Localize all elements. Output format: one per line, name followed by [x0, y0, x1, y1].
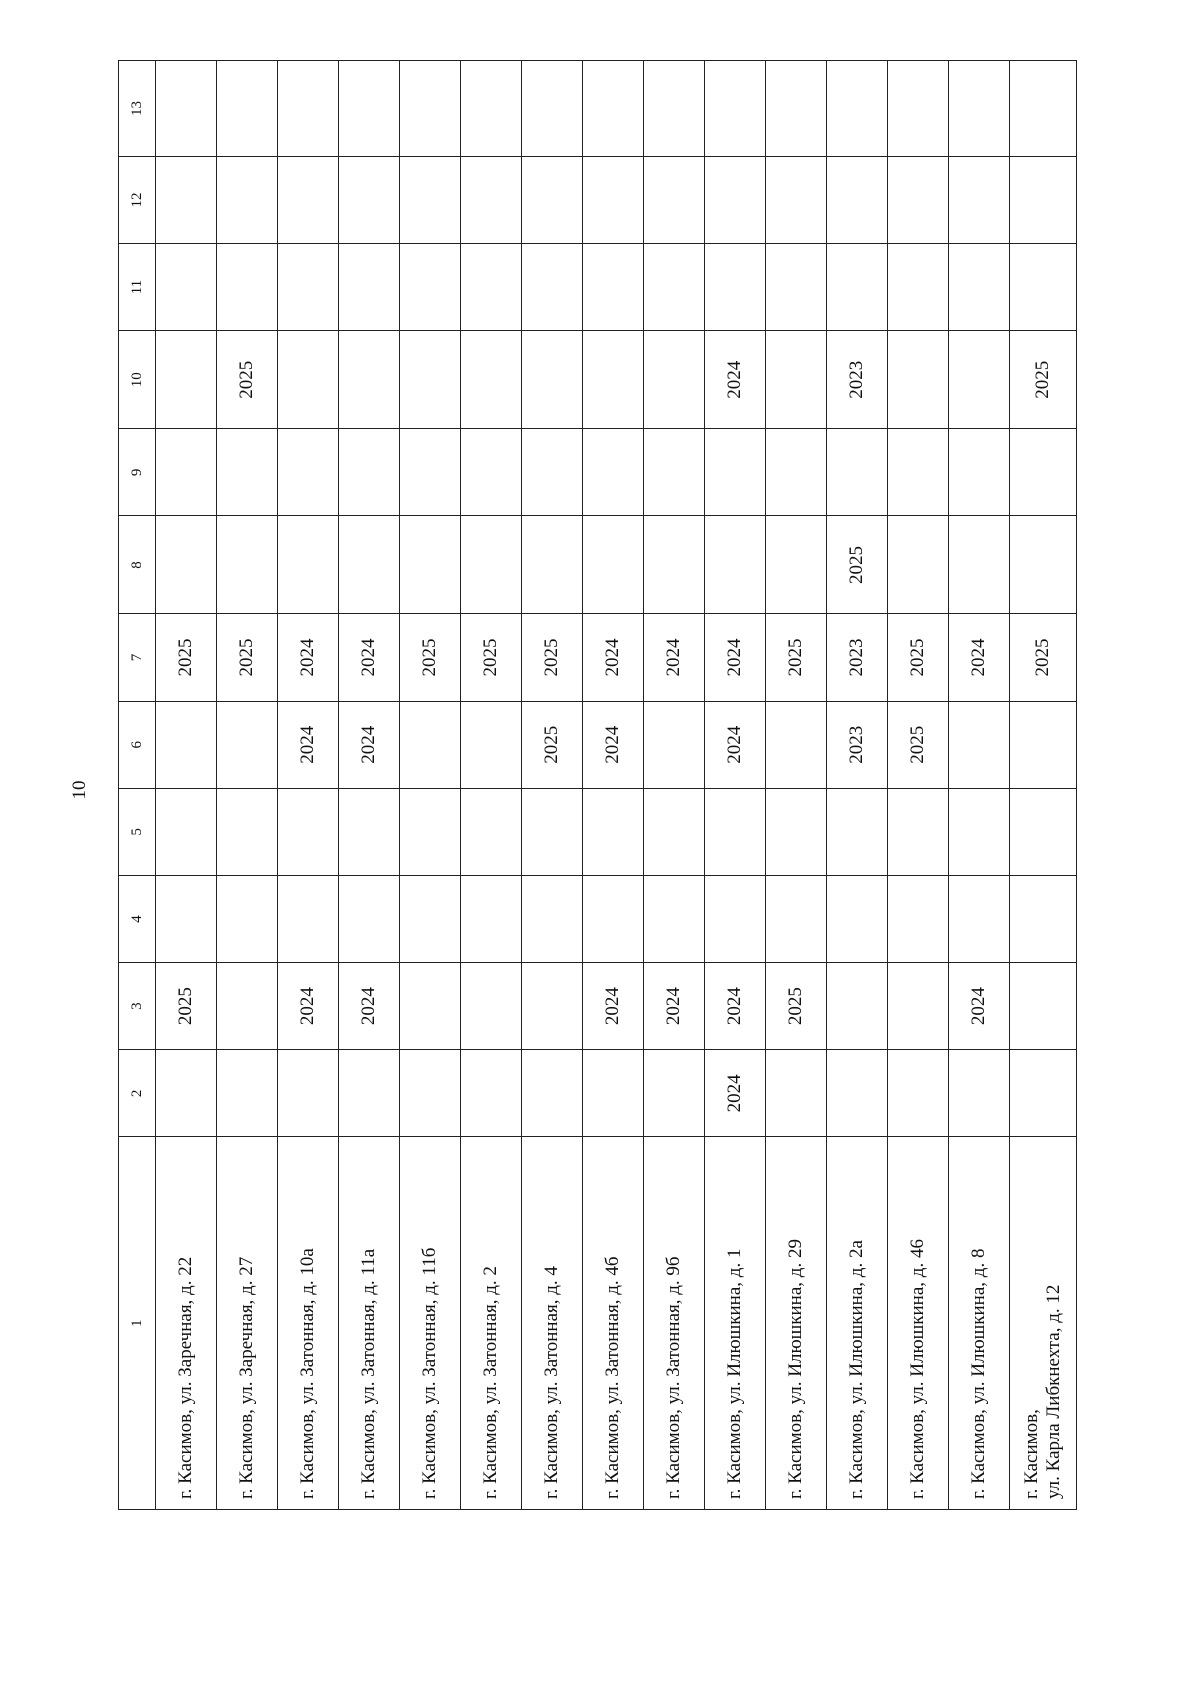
- header-cell: 1: [119, 1137, 156, 1510]
- year-cell: 2024: [583, 614, 644, 701]
- year-cell: [278, 788, 339, 875]
- year-cell: [217, 701, 278, 788]
- year-cell: [339, 244, 400, 331]
- year-cell: [888, 244, 949, 331]
- year-cell: [888, 1050, 949, 1137]
- year-cell: [1010, 701, 1077, 788]
- year-cell: [461, 429, 522, 516]
- year-cell: [156, 429, 217, 516]
- year-cell: [156, 331, 217, 429]
- table-row: [1010, 61, 1077, 1510]
- table-row: [461, 61, 522, 1510]
- year-cell: [156, 516, 217, 614]
- year-cell: [217, 61, 278, 157]
- year-cell: [217, 429, 278, 516]
- year-cell: [888, 875, 949, 962]
- year-cell: [522, 963, 583, 1050]
- year-cell: [1010, 516, 1077, 614]
- address-line: г. Касимов, ул. Заречная, д. 27: [236, 1256, 257, 1499]
- year-cell: [461, 875, 522, 962]
- year-cell: [949, 788, 1010, 875]
- year-cell: [644, 701, 705, 788]
- header-row: [119, 61, 156, 1510]
- year-cell: [400, 963, 461, 1050]
- year-cell: [217, 875, 278, 962]
- year-cell: 2024: [705, 963, 766, 1050]
- year-cell: 2025: [827, 516, 888, 614]
- address-line: г. Касимов, ул. Затонная, д. 11а: [358, 1248, 379, 1499]
- header-cell: 6: [119, 701, 156, 788]
- year-cell: [461, 963, 522, 1050]
- year-cell: [766, 429, 827, 516]
- address-line: г. Касимов, ул. Затонная, д. 11б: [419, 1247, 440, 1499]
- year-cell: [339, 156, 400, 243]
- year-cell: [583, 244, 644, 331]
- year-cell: [461, 788, 522, 875]
- header-cell: 3: [119, 963, 156, 1050]
- year-cell: [888, 429, 949, 516]
- address-line: г. Касимов, ул. Илюшкина, д. 8: [968, 1248, 989, 1499]
- year-cell: 2024: [278, 963, 339, 1050]
- year-cell: 2025: [400, 614, 461, 701]
- year-cell: 2024: [278, 614, 339, 701]
- year-cell: [217, 516, 278, 614]
- year-cell: [644, 1050, 705, 1137]
- year-cell: [583, 516, 644, 614]
- schedule-table: [118, 60, 1077, 1510]
- table-row: [522, 61, 583, 1510]
- year-cell: [156, 156, 217, 243]
- year-cell: [1010, 429, 1077, 516]
- year-cell: [705, 61, 766, 157]
- address-line: г. Касимов, ул. Илюшкина, д. 1: [724, 1248, 745, 1499]
- year-cell: [156, 788, 217, 875]
- header-cell: 10: [119, 331, 156, 429]
- year-cell: [522, 788, 583, 875]
- year-cell: [522, 244, 583, 331]
- address-line: г. Касимов, ул. Илюшкина, д. 29: [785, 1239, 806, 1499]
- year-cell: [827, 788, 888, 875]
- address-cell: [766, 1137, 827, 1510]
- year-cell: [827, 61, 888, 157]
- year-cell: [522, 1050, 583, 1137]
- address-cell: [827, 1137, 888, 1510]
- year-cell: 2023: [827, 331, 888, 429]
- table-row: [705, 61, 766, 1510]
- year-cell: [827, 244, 888, 331]
- year-cell: [461, 156, 522, 243]
- year-cell: [766, 875, 827, 962]
- year-cell: [278, 156, 339, 243]
- header-cell: 8: [119, 516, 156, 614]
- year-cell: [339, 788, 400, 875]
- address-cell: [1010, 1137, 1077, 1510]
- year-cell: [644, 875, 705, 962]
- table-row: [766, 61, 827, 1510]
- address-line: ул. Карла Либкнехта, д. 12: [1043, 1284, 1064, 1499]
- year-cell: [156, 701, 217, 788]
- year-cell: [156, 244, 217, 331]
- year-cell: 2025: [217, 331, 278, 429]
- header-cell: 12: [119, 156, 156, 243]
- year-cell: [461, 1050, 522, 1137]
- table-row: [217, 61, 278, 1510]
- year-cell: 2024: [949, 614, 1010, 701]
- table-row: [644, 61, 705, 1510]
- year-cell: 2025: [522, 701, 583, 788]
- address-cell: [522, 1137, 583, 1510]
- year-cell: [522, 875, 583, 962]
- address-line: г. Касимов, ул. Затонная, д. 10а: [297, 1248, 318, 1499]
- year-cell: [278, 331, 339, 429]
- year-cell: [644, 788, 705, 875]
- address-line: г. Касимов, ул. Илюшкина, д. 46: [907, 1239, 928, 1499]
- address-cell: [583, 1137, 644, 1510]
- year-cell: 2024: [705, 701, 766, 788]
- year-cell: [583, 156, 644, 243]
- year-cell: [583, 61, 644, 157]
- address-line: г. Касимов, ул. Затонная, д. 4б: [602, 1256, 623, 1499]
- table-area: [118, 60, 1068, 1510]
- year-cell: [949, 61, 1010, 157]
- year-cell: [949, 156, 1010, 243]
- year-cell: [766, 61, 827, 157]
- year-cell: [400, 61, 461, 157]
- year-cell: 2024: [644, 963, 705, 1050]
- year-cell: [644, 61, 705, 157]
- year-cell: [705, 156, 766, 243]
- year-cell: [461, 61, 522, 157]
- year-cell: 2025: [888, 701, 949, 788]
- header-cell: 11: [119, 244, 156, 331]
- year-cell: [400, 1050, 461, 1137]
- year-cell: [400, 875, 461, 962]
- table-body: [119, 61, 1077, 1510]
- year-cell: [217, 788, 278, 875]
- address-line: г. Касимов, ул. Илюшкина, д. 2а: [846, 1240, 867, 1499]
- year-cell: [522, 429, 583, 516]
- year-cell: 2023: [827, 614, 888, 701]
- year-cell: [644, 429, 705, 516]
- year-cell: [1010, 1050, 1077, 1137]
- year-cell: [400, 516, 461, 614]
- year-cell: [522, 331, 583, 429]
- year-cell: [278, 1050, 339, 1137]
- year-cell: [949, 875, 1010, 962]
- year-cell: [949, 516, 1010, 614]
- year-cell: [705, 875, 766, 962]
- year-cell: [278, 61, 339, 157]
- header-cell: 9: [119, 429, 156, 516]
- year-cell: [644, 331, 705, 429]
- table-row: [339, 61, 400, 1510]
- table-row: [949, 61, 1010, 1510]
- year-cell: [949, 429, 1010, 516]
- year-cell: 2025: [766, 963, 827, 1050]
- year-cell: [400, 156, 461, 243]
- year-cell: [156, 1050, 217, 1137]
- address-cell: [278, 1137, 339, 1510]
- header-cell: 13: [119, 61, 156, 157]
- year-cell: [705, 788, 766, 875]
- address-cell: [217, 1137, 278, 1510]
- year-cell: [583, 1050, 644, 1137]
- year-cell: [766, 788, 827, 875]
- year-cell: [705, 516, 766, 614]
- year-cell: [949, 1050, 1010, 1137]
- year-cell: 2023: [827, 701, 888, 788]
- year-cell: [705, 429, 766, 516]
- year-cell: [217, 1050, 278, 1137]
- address-cell: [400, 1137, 461, 1510]
- year-cell: 2025: [217, 614, 278, 701]
- year-cell: 2025: [1010, 331, 1077, 429]
- year-cell: 2025: [156, 963, 217, 1050]
- year-cell: [583, 788, 644, 875]
- year-cell: [827, 156, 888, 243]
- year-cell: [461, 244, 522, 331]
- year-cell: 2024: [705, 614, 766, 701]
- year-cell: [278, 429, 339, 516]
- address-cell: [339, 1137, 400, 1510]
- year-cell: [949, 701, 1010, 788]
- year-cell: [522, 156, 583, 243]
- year-cell: [766, 331, 827, 429]
- year-cell: [217, 156, 278, 243]
- year-cell: [217, 963, 278, 1050]
- year-cell: [461, 701, 522, 788]
- year-cell: [339, 61, 400, 157]
- year-cell: [461, 516, 522, 614]
- year-cell: 2025: [461, 614, 522, 701]
- year-cell: 2024: [339, 963, 400, 1050]
- address-cell: [644, 1137, 705, 1510]
- year-cell: [1010, 156, 1077, 243]
- year-cell: 2024: [278, 701, 339, 788]
- address-cell: [949, 1137, 1010, 1510]
- year-cell: [461, 331, 522, 429]
- address-cell: [705, 1137, 766, 1510]
- year-cell: [1010, 61, 1077, 157]
- table-row: [888, 61, 949, 1510]
- year-cell: [766, 516, 827, 614]
- year-cell: [339, 1050, 400, 1137]
- year-cell: [827, 1050, 888, 1137]
- year-cell: [1010, 963, 1077, 1050]
- header-cell: 7: [119, 614, 156, 701]
- year-cell: [278, 516, 339, 614]
- table-row: [827, 61, 888, 1510]
- table-row: [583, 61, 644, 1510]
- header-cell: 2: [119, 1050, 156, 1137]
- year-cell: 2024: [949, 963, 1010, 1050]
- year-cell: [766, 244, 827, 331]
- year-cell: [522, 516, 583, 614]
- year-cell: [644, 244, 705, 331]
- year-cell: [888, 156, 949, 243]
- year-cell: 2024: [583, 963, 644, 1050]
- year-cell: [827, 875, 888, 962]
- year-cell: [766, 701, 827, 788]
- year-cell: [156, 61, 217, 157]
- year-cell: [705, 244, 766, 331]
- header-cell: 5: [119, 788, 156, 875]
- year-cell: [1010, 788, 1077, 875]
- year-cell: [888, 516, 949, 614]
- year-cell: [1010, 875, 1077, 962]
- address-cell: [888, 1137, 949, 1510]
- address-line: г. Касимов, ул. Затонная, д. 9б: [663, 1256, 684, 1499]
- year-cell: [339, 516, 400, 614]
- year-cell: [400, 331, 461, 429]
- year-cell: [888, 963, 949, 1050]
- year-cell: 2024: [644, 614, 705, 701]
- year-cell: [339, 331, 400, 429]
- address-line: г. Касимов, ул. Затонная, д. 2: [480, 1266, 501, 1499]
- year-cell: 2024: [339, 614, 400, 701]
- year-cell: 2024: [705, 1050, 766, 1137]
- year-cell: 2025: [888, 614, 949, 701]
- header-cell: 4: [119, 875, 156, 962]
- address-cell: [461, 1137, 522, 1510]
- table-row: [278, 61, 339, 1510]
- year-cell: [583, 875, 644, 962]
- year-cell: [949, 244, 1010, 331]
- year-cell: [583, 429, 644, 516]
- year-cell: [278, 875, 339, 962]
- year-cell: 2025: [766, 614, 827, 701]
- year-cell: [1010, 244, 1077, 331]
- year-cell: [766, 156, 827, 243]
- table-row: [400, 61, 461, 1510]
- year-cell: [217, 244, 278, 331]
- year-cell: 2024: [583, 701, 644, 788]
- year-cell: [583, 331, 644, 429]
- address-cell: [156, 1137, 217, 1510]
- year-cell: [278, 244, 339, 331]
- year-cell: 2024: [705, 331, 766, 429]
- year-cell: [827, 429, 888, 516]
- year-cell: [888, 331, 949, 429]
- year-cell: [949, 331, 1010, 429]
- year-cell: [156, 875, 217, 962]
- year-cell: 2024: [339, 701, 400, 788]
- table-row: [156, 61, 217, 1510]
- year-cell: [339, 875, 400, 962]
- year-cell: [888, 61, 949, 157]
- year-cell: [888, 788, 949, 875]
- address-line: г. Касимов,: [1021, 1409, 1042, 1499]
- year-cell: [400, 429, 461, 516]
- year-cell: [522, 61, 583, 157]
- year-cell: [400, 701, 461, 788]
- address-line: г. Касимов, ул. Затонная, д. 4: [541, 1266, 562, 1499]
- year-cell: [827, 963, 888, 1050]
- address-line: г. Касимов, ул. Заречная, д. 22: [175, 1256, 196, 1499]
- year-cell: [400, 788, 461, 875]
- year-cell: [400, 244, 461, 331]
- year-cell: [644, 516, 705, 614]
- year-cell: 2025: [1010, 614, 1077, 701]
- year-cell: 2025: [522, 614, 583, 701]
- year-cell: [644, 156, 705, 243]
- year-cell: [339, 429, 400, 516]
- page-number: 10: [69, 780, 90, 800]
- year-cell: 2025: [156, 614, 217, 701]
- year-cell: [766, 1050, 827, 1137]
